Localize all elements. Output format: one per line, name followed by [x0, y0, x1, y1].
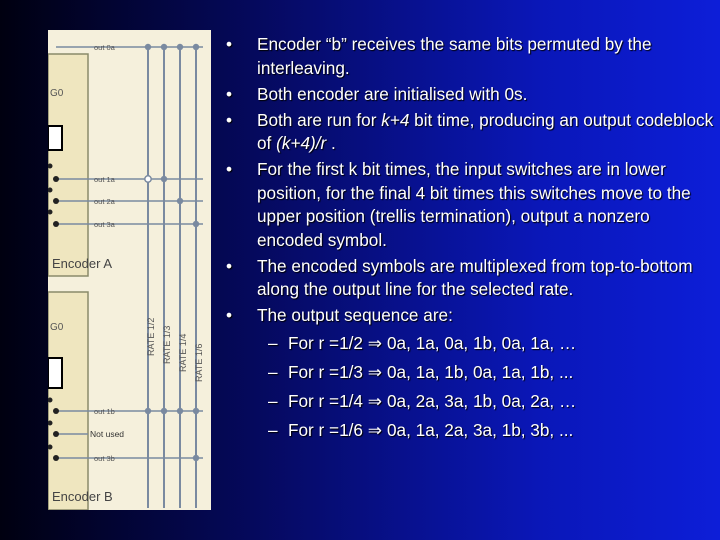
text-run: bit time, producing an output codeblock of [257, 109, 714, 153]
sub-bullet-item [257, 419, 714, 443]
bullet-item [222, 255, 714, 302]
sub-bullet-item [257, 361, 714, 385]
rate-prefix: For r =1/6 [288, 419, 363, 440]
bullet-item [222, 33, 714, 80]
bullet-text: The output sequence are: [257, 305, 453, 325]
sub-bullet-list [257, 332, 714, 443]
out-label-1b: out 1b [94, 407, 115, 416]
output-sequence: 0a, 1a, 2a, 3a, 1b, 3b, ... [386, 419, 574, 440]
sub-bullet-mark: – [268, 332, 278, 353]
bullet-mark: • [226, 255, 233, 276]
bullet-item [222, 109, 714, 156]
g0-label-bottom: G0 [50, 322, 64, 333]
bullet-item [222, 83, 714, 107]
bullet-text: Both encoder are initialised with 0s. [257, 83, 528, 104]
rate-label-1-3: RATE 1/3 [162, 325, 172, 364]
implies-arrow: ⇒ [367, 390, 383, 411]
encoder-a-label: Encoder A [52, 256, 112, 271]
rate-label-1-2: RATE 1/2 [146, 317, 156, 356]
out-label-3a: out 3a [94, 220, 115, 229]
rate-prefix: For r =1/4 [288, 390, 363, 411]
text-run-italic: (k+4)/r [276, 133, 327, 153]
out-label-1a: out 1a [94, 175, 115, 184]
encoder-b-label: Encoder B [52, 489, 113, 504]
bullet-text [257, 110, 713, 154]
rate-prefix: For r =1/3 [288, 361, 363, 382]
rate-prefix: For r =1/2 [288, 332, 363, 353]
bullet-text: The encoded symbols are multiplexed from top-to-bottom along the output line for the selected rate. [257, 255, 693, 299]
open-junctions [145, 176, 151, 182]
bullet-text: For the first k bit times, the input switches are in lower position, for the final 4 bit times this switches move to the upper position (trellis termination), output a nonzero encoded symbol. [257, 159, 691, 250]
out-label-0a: out 0a [94, 43, 115, 52]
bullet-mark: • [226, 83, 233, 104]
bullet-mark: • [226, 305, 233, 325]
output-sequence: 0a, 1a, 1b, 0a, 1a, 1b, ... [386, 361, 574, 382]
sub-bullet-item [257, 332, 714, 356]
implies-arrow: ⇒ [367, 332, 383, 353]
g0-label-top: G0 [50, 88, 64, 99]
out-label-not-used: Not used [90, 429, 125, 439]
bullet-list [222, 33, 714, 448]
bullet-mark: • [226, 159, 233, 179]
bullet-mark: • [226, 109, 233, 130]
sub-bullet-item [257, 390, 714, 414]
text-run: Both are run for [257, 109, 382, 130]
implies-arrow: ⇒ [367, 361, 383, 382]
bullet-item [222, 158, 714, 252]
encoder-diagram [48, 30, 211, 510]
output-sequence: 0a, 2a, 3a, 1b, 0a, 2a, … [386, 390, 577, 411]
encoder-b-register [48, 358, 62, 388]
rate-label-1-6: RATE 1/6 [194, 343, 204, 382]
output-sequence: 0a, 1a, 0a, 1b, 0a, 1a, … [386, 332, 577, 353]
bullet-text: Encoder “b” receives the same bits permuted by the interleaving. [257, 34, 652, 78]
sub-bullet-mark: – [268, 361, 278, 382]
encoder-a-register [48, 126, 62, 150]
text-run-italic: k+4 [381, 109, 410, 130]
encoder-diagram-svg [48, 30, 211, 510]
sub-bullet-mark: – [268, 419, 278, 440]
implies-arrow: ⇒ [367, 419, 383, 440]
sub-bullet-mark: – [268, 390, 278, 411]
out-label-3b: out 3b [94, 454, 115, 463]
out-label-2a: out 2a [94, 197, 115, 206]
text-run: . [326, 133, 336, 153]
rate-label-1-4: RATE 1/4 [178, 333, 188, 372]
bullet-mark: • [226, 34, 233, 54]
bullet-item [222, 304, 714, 442]
